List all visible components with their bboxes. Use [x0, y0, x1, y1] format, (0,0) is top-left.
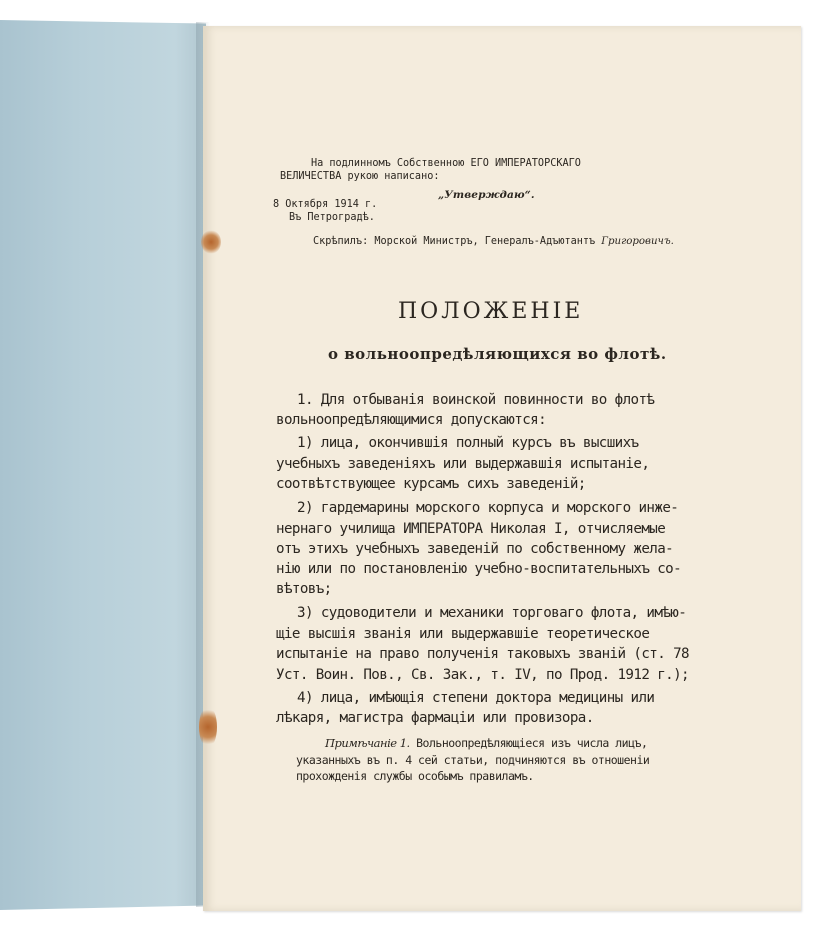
body-line: нію или по постановленію учебно-воспитательныхъ со-	[276, 561, 682, 577]
signed-line	[313, 236, 674, 247]
body-line: щіе высшія званія или выдержавшіе теоретическое	[276, 626, 650, 642]
rust-stain-top	[201, 230, 221, 254]
note-text-1: Вольноопредѣляющіеся изъ числа лицъ,	[416, 736, 648, 750]
signed-name: Григоровичъ.	[601, 236, 674, 247]
body-line: вѣтовъ;	[276, 581, 332, 597]
blue-cover-sheet	[0, 20, 206, 910]
body-line: 4) лица, имѣющія степени доктора медицины или	[297, 690, 655, 706]
body-line: Уст. Воин. Пов., Св. Зак., т. IV, по Прод. 1912 г.);	[276, 667, 689, 683]
body-line: 1. Для отбыванія воинской повинности во флотѣ	[297, 392, 655, 408]
body-line: 3) судоводители и механики торговаго флота, имѣю-	[297, 605, 687, 621]
note-line-1	[325, 736, 647, 750]
approval-place: Въ Петроградѣ.	[289, 212, 375, 223]
body-line: вольноопредѣляющимися допускаются:	[276, 412, 547, 428]
note-line-3: прохожденія службы особымъ правиламъ.	[296, 769, 534, 783]
body-line: испытаніе на право полученія таковыхъ званій (ст. 78	[276, 646, 689, 662]
body-line: лѣкаря, магистра фармаціи или провизора.	[276, 710, 594, 726]
approval-date: 8 Октября 1914 г.	[273, 199, 378, 210]
body-line: нернаго училища ИМПЕРАТОРА Николая I, отчисляемые	[276, 521, 666, 537]
rust-stain-bottom	[199, 706, 217, 748]
body-line: соотвѣтствующее курсамъ сихъ заведеній;	[276, 476, 586, 492]
body-line: отъ этихъ учебныхъ заведеній по собственному жела-	[276, 541, 674, 557]
note-line-2: указанныхъ въ п. 4 сей статьи, подчиняются въ отношеніи	[296, 753, 650, 767]
header-line-1: На подлинномъ Собственною ЕГО ИМПЕРАТОРСКАГО	[311, 158, 581, 169]
approved-word: „Утверждаю“.	[438, 189, 535, 201]
body-line: 1) лица, окончившія полный курсъ въ высшихъ	[297, 435, 639, 451]
note-label: Примѣчаніе 1.	[325, 736, 410, 750]
signed-prefix: Скрѣпилъ: Морской Министръ, Генералъ-Адъютантъ	[313, 236, 596, 247]
header-line-2: ВЕЛИЧЕСТВА рукою написано:	[280, 171, 440, 182]
body-line: учебныхъ заведеніяхъ или выдержавшія испытаніе,	[276, 456, 650, 472]
document-title: ПОЛОЖЕНIЕ	[398, 299, 584, 324]
body-line: 2) гардемарины морского корпуса и морского инже-	[297, 500, 679, 516]
document-subtitle: о вольноопредѣляющихся во флотѣ.	[328, 345, 667, 363]
